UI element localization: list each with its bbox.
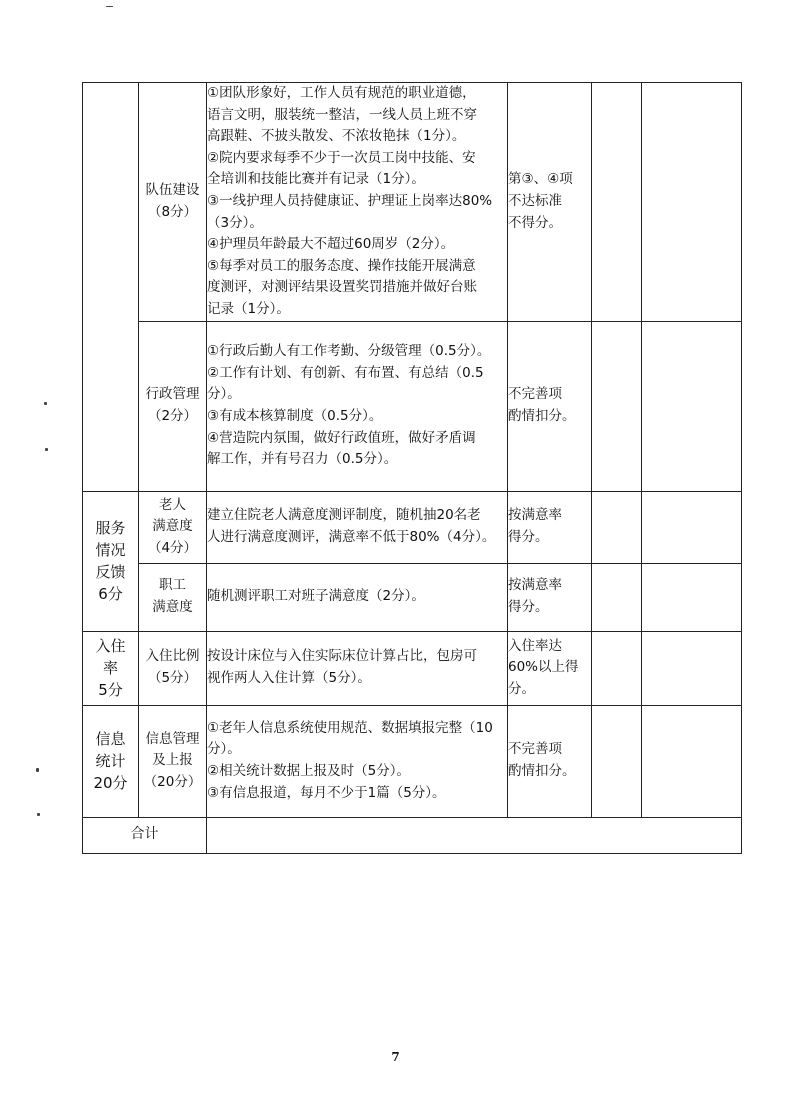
item-cell: 行政管理 （2分）: [139, 321, 207, 491]
remark-cell: [642, 491, 742, 563]
item-cell: 信息管理 及上报 （20分）: [139, 705, 207, 817]
category-cell: 信息 统计 20分: [83, 705, 139, 817]
item-cell: 职工 满意度: [139, 563, 207, 631]
category-cell: 入住 率 5分: [83, 631, 139, 705]
score-cell: [592, 491, 642, 563]
scan-speck: [36, 768, 39, 772]
remark-cell: [642, 563, 742, 631]
method-cell: 不完善项 酌情扣分。: [508, 705, 592, 817]
standard-cell: 随机测评职工对班子满意度（2分）。: [207, 563, 508, 631]
table-row: [83, 631, 742, 705]
evaluation-table: [82, 82, 742, 854]
item-cell: 老人 满意度 （4分）: [139, 491, 207, 563]
score-cell: [592, 563, 642, 631]
item-cell: 入住比例 （5分）: [139, 631, 207, 705]
standard-cell: ①行政后勤人有工作考勤、分级管理（0.5分）。 ②工作有计划、有创新、有布置、有总结（0.5 分）。 ③有成本核算制度（0.5分）。 ④营造院内氛围，做好行政值班，做好矛盾调 解工作，并有号召力（0.5分）。: [207, 321, 508, 491]
category-cell: [83, 83, 139, 492]
table-row: [83, 321, 742, 491]
total-value-cell: [207, 817, 742, 853]
standard-cell: 建立住院老人满意度测评制度，随机抽20名老 人进行满意度测评，满意率不低于80%（4分）。: [207, 491, 508, 563]
scan-speck: [106, 6, 113, 7]
total-label: 合计: [83, 817, 207, 853]
method-cell: 第③、④项 不达标准 不得分。: [508, 83, 592, 322]
scan-speck: [44, 402, 47, 405]
item-cell: 队伍建设 （8分）: [139, 83, 207, 322]
score-cell: [592, 705, 642, 817]
standard-cell: ①团队形象好，工作人员有规范的职业道德， 语言文明，服装统一整洁，一线人员上班不穿 高跟鞋、不披头散发、不浓妆艳抹（1分）。 ②院内要求每季不少于一次员工岗中技能、安 全培训和技能比赛并有记录（1分）。 ③一线护理人员持健康证、护理证上岗率达80% （3分）。 ④护理员年龄最大不超过60周岁（2分）。 ⑤每季对员工的服务态度、操作技能开展满意 度测评，对测评结果设置奖罚措施并做好台账 记录（1分）。: [207, 83, 508, 322]
table-row: [83, 83, 742, 322]
total-row: [83, 817, 742, 853]
score-cell: [592, 83, 642, 322]
remark-cell: [642, 705, 742, 817]
table-row: [83, 705, 742, 817]
scan-speck: [37, 813, 40, 816]
remark-cell: [642, 631, 742, 705]
method-cell: 入住率达 60%以上得 分。: [508, 631, 592, 705]
remark-cell: [642, 321, 742, 491]
page-number: 7: [391, 1050, 400, 1064]
standard-cell: 按设计床位与入住实际床位计算占比，包房可 视作两人入住计算（5分）。: [207, 631, 508, 705]
method-cell: 按满意率 得分。: [508, 491, 592, 563]
standard-cell: ①老年人信息系统使用规范、数据填报完整（10 分）。 ②相关统计数据上报及时（5分）。 ③有信息报道，每月不少于1篇（5分）。: [207, 705, 508, 817]
table-row: [83, 491, 742, 563]
category-cell: 服务 情况 反馈 6分: [83, 491, 139, 631]
scan-speck: [45, 448, 48, 451]
method-cell: 不完善项 酌情扣分。: [508, 321, 592, 491]
method-cell: 按满意率 得分。: [508, 563, 592, 631]
table-row: [83, 563, 742, 631]
remark-cell: [642, 83, 742, 322]
score-cell: [592, 321, 642, 491]
score-cell: [592, 631, 642, 705]
